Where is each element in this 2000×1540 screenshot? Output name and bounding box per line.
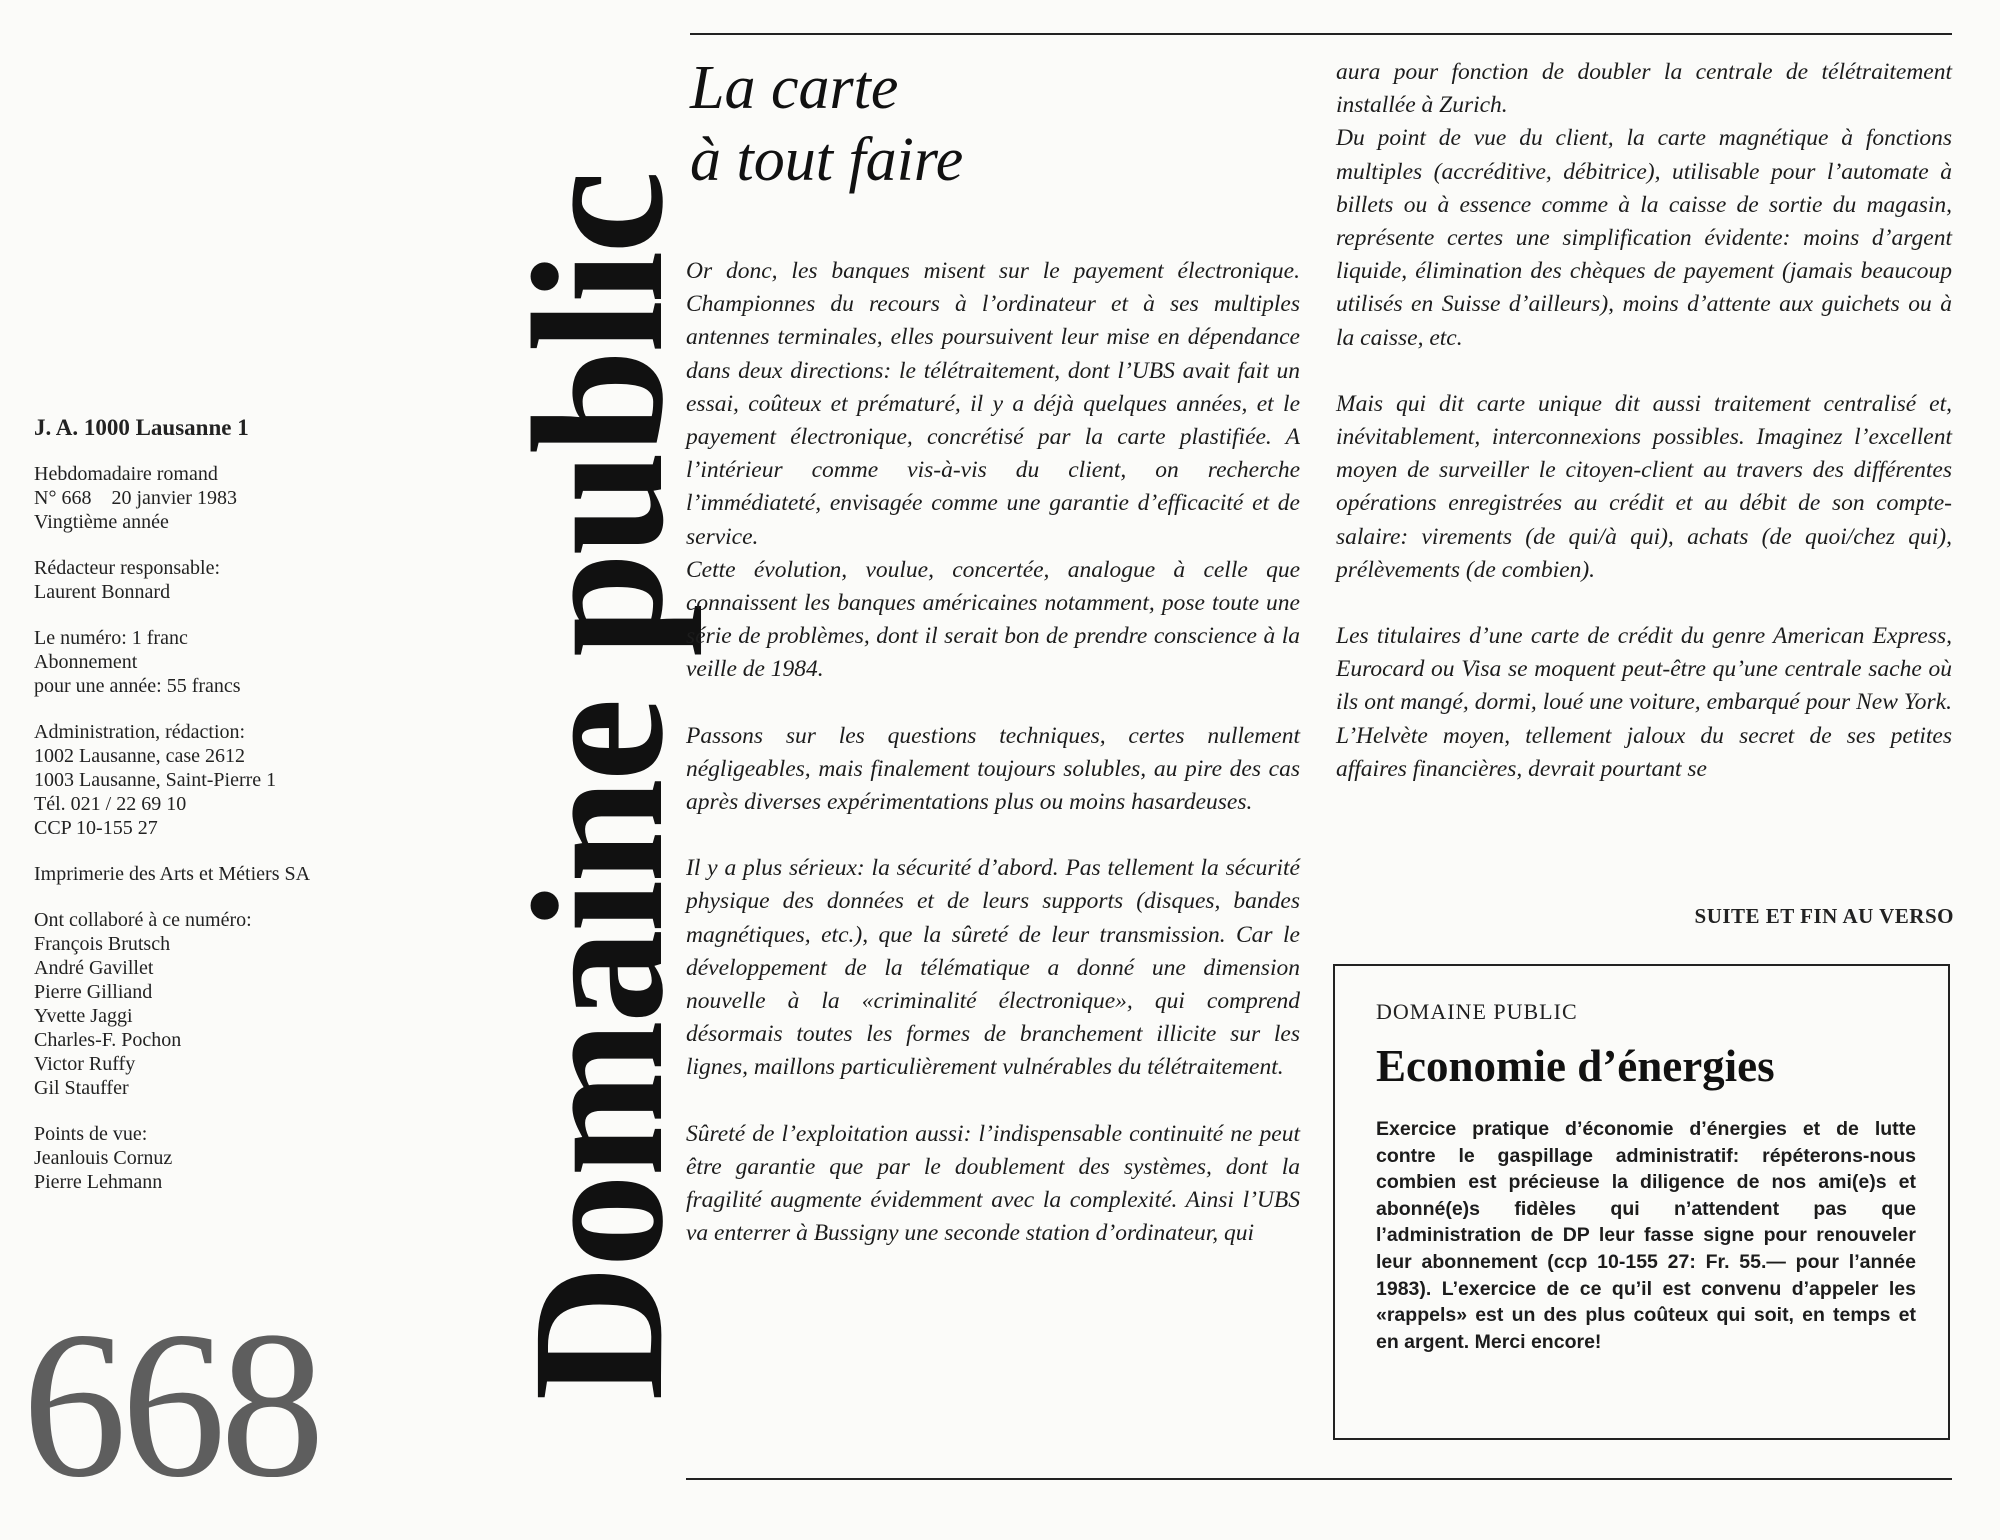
publication-info xyxy=(34,416,424,1216)
publication-type: Hebdomadaire romand xyxy=(34,463,218,485)
viewpoint-author: Jeanlouis Cornuz xyxy=(34,1147,173,1169)
article-paragraph: Or donc, les banques misent sur le payement électronique. Championnes du recours à l’ordinateur et à ses multiples antennes terminales, elles poursuivent leur mise en dépendance dans deux directions: le télétraitement, dont l’UBS avait fait un essai, coûteux et prématuré, il y a déjà quelques années, et le payement électronique, concrétisé par la carte plastifiée. A l’intérieur comme vis-à-vis du client, on recherche l’immédiateté, envisagée comme une garantie d’efficacité et de service. xyxy=(686,258,1300,550)
administration-line: 1003 Lausanne, Saint-Pierre 1 xyxy=(34,769,277,791)
viewpoint-author: Pierre Lehmann xyxy=(34,1171,163,1193)
headline-line: La carte xyxy=(690,54,899,122)
article-paragraph: Mais qui dit carte unique dit aussi traitement centralisé et, inévitablement, interconnexions possibles. Imaginez l’excellent moyen de surveiller le citoyen-client au travers des différentes opérations enregistrées au crédit et au débit de son compte-salaire: virements (de qui/à qui), achats (de quoi/chez qui), prélèvements (de combien). xyxy=(1336,390,1952,583)
price-line: Abonnement xyxy=(34,651,138,673)
contributor-name: André Gavillet xyxy=(34,957,154,979)
issue-number: 668 xyxy=(22,1289,319,1521)
contributor-name: François Brutsch xyxy=(34,933,171,955)
contributor-name: Gil Stauffer xyxy=(34,1077,129,1099)
viewpoints-block xyxy=(34,1122,424,1194)
contributor-name: Pierre Gilliand xyxy=(34,981,153,1003)
notice-box xyxy=(1333,964,1950,1440)
article-paragraph: aura pour fonction de doubler la centrale de télétraitement installée à Zurich. xyxy=(1336,59,1952,119)
article-paragraph: Du point de vue du client, la carte magnétique à fonctions multiples (accréditive, débitrice), utilisable pour l’automate à billets ou à essence comme à la caisse de sortie du magasin, représente certes une simplification évidente: moins d’argent liquide, élimination des chèques de payement (jamais beaucoup utilisés en Suisse d’ailleurs), moins d’attente aux guichets ou à la caisse, etc. xyxy=(1336,125,1952,351)
editor-label: Rédacteur responsable: xyxy=(34,557,221,579)
administration-block xyxy=(34,720,424,840)
contributor-name: Charles-F. Pochon xyxy=(34,1029,182,1051)
bottom-rule xyxy=(686,1478,1952,1480)
administration-line: CCP 10-155 27 xyxy=(34,817,158,839)
administration-line: Administration, rédaction: xyxy=(34,721,246,743)
editor-name: Laurent Bonnard xyxy=(34,581,171,603)
article-paragraph: Les titulaires d’une carte de crédit du genre American Express, Eurocard ou Visa se moquent peut-être qu’une centrale sache où ils ont mangé, dormi, loué une voiture, embarqué pour New York. L’Helvète moyen, tellement jaloux du secret de ses petites affaires financières, devrait pourtant se xyxy=(1336,623,1952,782)
article-paragraph: Sûreté de l’exploitation aussi: l’indispensable continuité ne peut être garantie que par le doublement des systèmes, dont la fragilité augmente évidemment avec la complexité. Ainsi l’UBS va enterrer à Bussigny une seconde station d’ordinateur, qui xyxy=(686,1120,1300,1247)
publication-details xyxy=(34,462,424,534)
headline-line: à tout faire xyxy=(690,126,964,194)
article-column-2 xyxy=(1336,56,1952,786)
administration-line: Tél. 021 / 22 69 10 xyxy=(34,793,187,815)
viewpoints-label: Points de vue: xyxy=(34,1123,148,1145)
printer: Imprimerie des Arts et Métiers SA xyxy=(34,863,311,885)
article-paragraph: Passons sur les questions techniques, certes nullement négligeables, mais finalement toujours solubles, au pire des cas après diverses expérimentations plus ou moins hasardeuses. xyxy=(686,722,1300,816)
mailing-address: J. A. 1000 Lausanne 1 xyxy=(34,415,249,440)
issue-date: N° 668 20 janvier 1983 xyxy=(34,487,237,509)
article-headline xyxy=(690,52,963,196)
price-line: Le numéro: 1 franc xyxy=(34,627,188,649)
price-block xyxy=(34,626,424,698)
masthead-title: Domaine public xyxy=(493,173,702,1401)
contributors-block xyxy=(34,908,424,1100)
contributor-name: Yvette Jaggi xyxy=(34,1005,133,1027)
contributors-label: Ont collaboré à ce numéro: xyxy=(34,909,252,931)
administration-line: 1002 Lausanne, case 2612 xyxy=(34,745,246,767)
box-title: Economie d’énergies xyxy=(1376,1041,1775,1091)
price-line: pour une année: 55 francs xyxy=(34,675,241,697)
top-rule xyxy=(690,33,1952,35)
contributor-name: Victor Ruffy xyxy=(34,1053,136,1075)
article-paragraph: Cette évolution, voulue, concertée, analogue à celle que connaissent les banques américaines notamment, pose toute une série de problèmes, dont il serait bon de prendre conscience à la veille de 1984. xyxy=(686,556,1300,683)
article-column-1 xyxy=(686,255,1300,1250)
box-kicker: DOMAINE PUBLIC xyxy=(1376,999,1578,1024)
article-paragraph: Il y a plus sérieux: la sécurité d’abord. Pas tellement la sécurité physique des données et de leurs supports (disques, bandes magnétiques, etc.), que la sûreté de leur transmission. Car le développement de la télématique a donné une dimension nouvelle à la «criminalité électronique», qui comprend désormais toutes les formes de branchement illicite sur les lignes, maillons particulièrement vulnérables du télétraitement. xyxy=(686,855,1300,1081)
editor-block xyxy=(34,556,424,604)
box-body: Exercice pratique d’économie d’énergies et de lutte contre le gaspillage administratif: répéterons-nous combien est précieuse la diligence de nos ami(e)s et abonné(e)s fidèles qui n’attendent pas que l’administration de DP leur fasse signe pour renouveler leur abonnement (ccp 10-155 27: Fr. 55.— pour l’année 1983). L’exercice de ce qu’il est convenu d’appeler les «rappels» est un des plus coûteux qui soit, en temps et en argent. Merci encore! xyxy=(1376,1118,1916,1353)
volume-year: Vingtième année xyxy=(34,511,169,533)
continued-notice: SUITE ET FIN AU VERSO xyxy=(1694,904,1954,928)
